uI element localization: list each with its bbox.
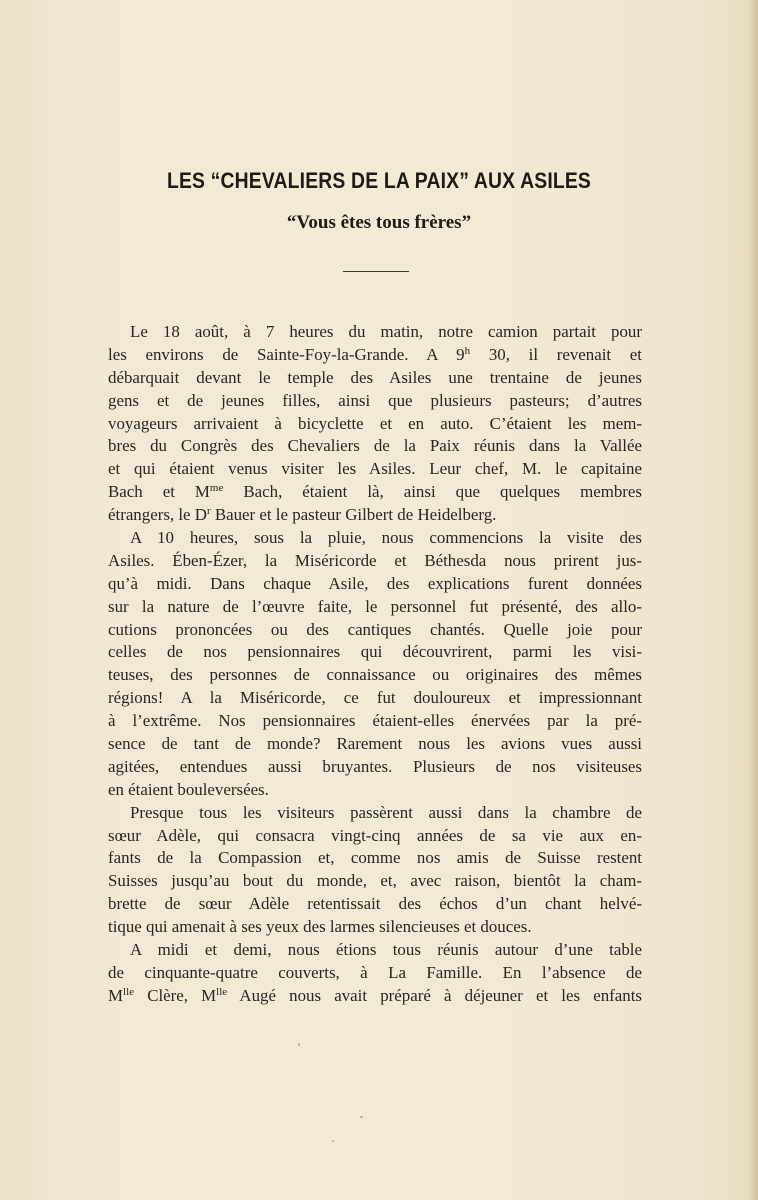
- article-subtitle: “Vous êtes tous frères”: [286, 212, 472, 233]
- text-line: qu’à midi. Dans chaque Asile, des explications furent données: [108, 573, 642, 593]
- text-line: agitées, entendues aussi bruyantes. Plusieurs de nos visiteuses: [108, 756, 642, 776]
- text-line: en étaient bouleversées.: [108, 779, 269, 799]
- text-line: étrangers, le $D^r$ Bauer et le pasteur Gilbert de Heidelberg.: [108, 505, 497, 525]
- text-line: sur la nature de l’œuvre faite, le personnel fut présenté, des allo-: [108, 596, 642, 616]
- text-line: les environs de Sainte-Foy-la-Grande. A 9$^h$ 30, il revenait et: [108, 344, 642, 364]
- text-line: Le 18 août, à 7 heures du matin, notre camion partait pour: [130, 322, 642, 341]
- text-line: Bach et $M^{me}$ Bach, étaient là, ainsi que quelques membres: [108, 482, 642, 502]
- text-line: gens et de jeunes filles, ainsi que plusieurs pasteurs; d’autres: [108, 390, 642, 410]
- text-line: celles de nos pensionnaires qui découvrirent, parmi les visi-: [108, 642, 642, 662]
- text-line: régions! A la Miséricorde, ce fut douloureux et impressionnant: [108, 688, 642, 708]
- text-line: de cinquante-quatre couverts, à La Famille. En l’absence de: [108, 962, 642, 982]
- text-line: Presque tous les visiteurs passèrent aussi dans la chambre de: [130, 802, 642, 822]
- paper-speck: [298, 1043, 300, 1046]
- text-line: sœur Adèle, qui consacra vingt-cinq années de sa vie aux en-: [108, 825, 642, 845]
- text-line: Suisses jusqu’au bout du monde, et, avec raison, bientôt la cham-: [108, 871, 642, 891]
- text-line: teuses, des personnes de connaissance ou originaires des mêmes: [108, 665, 642, 685]
- text-line: bres du Congrès des Chevaliers de la Paix réunis dans la Vallée: [108, 436, 642, 456]
- text-line: A 10 heures, sous la pluie, nous commencions la visite des: [130, 528, 642, 548]
- text-line: cutions prononcées ou des cantiques chantés. Quelle joie pour: [108, 619, 642, 639]
- title-divider: [343, 271, 409, 272]
- text-line: fants de la Compassion et, comme nos amis de Suisse restent: [108, 848, 642, 868]
- text-line: et qui étaient venus visiter les Asiles. Leur chef, M. le capitaine: [108, 459, 642, 479]
- text-line: A midi et demi, nous étions tous réunis autour d’une table: [130, 940, 642, 960]
- paper-speck: [360, 1116, 363, 1118]
- text-line: $M^{lle}$ Clère, $M^{lle}$ Augé nous avait préparé à déjeuner et les enfants: [108, 985, 642, 1005]
- page-edge-shadow: [748, 0, 758, 1200]
- text-line: voyageurs arrivaient à bicyclette et en auto. C’étaient les mem-: [108, 413, 642, 433]
- text-line: Asiles. Ében-Ézer, la Miséricorde et Béthesda nous prirent jus-: [108, 550, 642, 570]
- article-body: [108, 321, 642, 1008]
- text-line: à l’extrême. Nos pensionnaires étaient-elles énervées par la pré-: [108, 711, 642, 731]
- article-title: LES “CHEVALIERS DE LA PAIX” AUX ASILES: [166, 168, 592, 193]
- text-line: débarquait devant le temple des Asiles une trentaine de jeunes: [108, 367, 642, 387]
- text-line: brette de sœur Adèle retentissait des échos d’un chant helvé-: [108, 894, 642, 914]
- text-line: tique qui amenait à ses yeux des larmes silencieuses et douces.: [108, 917, 532, 937]
- paper-speck: [332, 1140, 334, 1142]
- text-line: sence de tant de monde? Rarement nous les avions vues aussi: [108, 734, 642, 754]
